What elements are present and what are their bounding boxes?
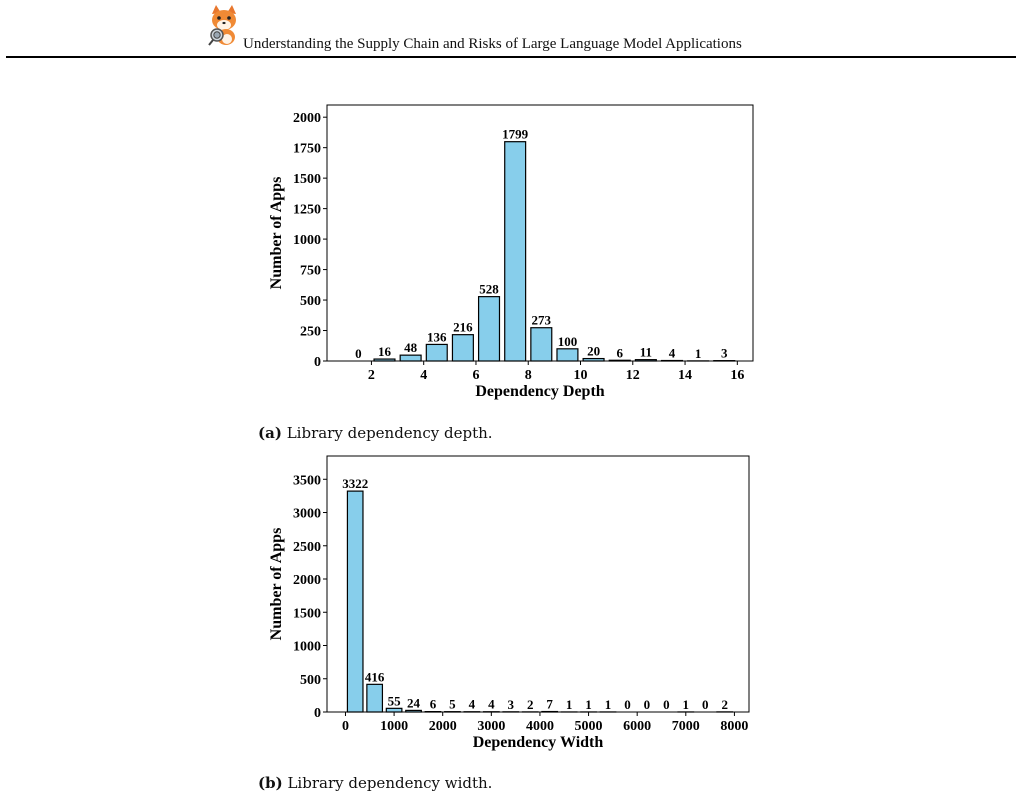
width-data-label: 1	[585, 696, 592, 712]
depth-x-axis-label: Dependency Depth	[475, 383, 605, 400]
depth-y-tick-label: 0	[314, 355, 321, 370]
depth-data-label: 0	[355, 346, 362, 361]
depth-y-tick-label: 750	[300, 263, 321, 279]
depth-y-tick-label: 1000	[293, 233, 321, 249]
depth-bar	[505, 142, 526, 361]
width-y-tick-label: 1500	[293, 606, 321, 622]
width-x-tick-label: 5000	[574, 719, 603, 734]
width-y-tick-label: 0	[314, 706, 321, 721]
depth-y-tick-label: 500	[300, 294, 321, 310]
depth-bar	[400, 355, 421, 361]
depth-bar	[479, 297, 500, 361]
depth-x-tick-label: 10	[573, 368, 588, 383]
depth-data-label: 6	[616, 345, 623, 361]
width-data-label: 7	[546, 696, 553, 712]
width-x-axis-label: Dependency Width	[472, 734, 604, 751]
depth-bar	[531, 328, 552, 361]
width-y-tick-label: 3000	[293, 506, 321, 522]
depth-x-tick-label: 12	[625, 368, 640, 383]
depth-data-label: 216	[453, 319, 473, 335]
depth-y-axis-label: Number of Apps	[268, 176, 285, 290]
depth-data-label: 16	[377, 344, 391, 360]
depth-y-tick-label: 1750	[293, 141, 321, 157]
width-data-label: 6	[429, 696, 437, 712]
depth-data-label: 4	[668, 345, 676, 361]
depth-data-label: 3	[721, 345, 728, 361]
width-data-label: 2	[721, 696, 728, 712]
depth-x-tick-label: 4	[420, 368, 428, 383]
width-plot-frame	[327, 456, 749, 712]
width-y-axis-label: Number of Apps	[268, 527, 285, 641]
width-x-tick-label: 3000	[477, 719, 506, 734]
width-bar	[386, 708, 402, 712]
caption-b-label: (b)	[258, 774, 283, 792]
width-data-label: 24	[407, 695, 421, 711]
width-data-label: 0	[701, 697, 709, 712]
depth-y-tick-label: 1500	[293, 172, 321, 188]
depth-data-label: 528	[479, 281, 499, 297]
width-data-label: 2	[526, 696, 534, 712]
width-data-label: 416	[364, 669, 385, 685]
depth-y-tick-label: 1250	[293, 202, 321, 218]
width-y-tick-label: 3500	[293, 473, 321, 489]
depth-data-label: 100	[557, 333, 578, 349]
depth-x-tick-label: 6	[472, 368, 480, 383]
width-data-label: 0	[663, 697, 670, 712]
depth-data-label: 20	[587, 343, 601, 359]
caption-a-text: Library dependency depth.	[286, 424, 493, 442]
depth-x-tick-label: 8	[524, 368, 532, 383]
width-data-label: 55	[387, 693, 401, 709]
caption-a-label: (a)	[258, 424, 282, 442]
width-data-label: 1	[682, 696, 690, 712]
depth-x-tick-label: 14	[678, 368, 693, 383]
width-bar	[367, 684, 383, 712]
width-data-label: 4	[468, 696, 476, 712]
depth-bar	[557, 349, 578, 361]
depth-data-label: 48	[404, 340, 418, 356]
running-header-title: Understanding the Supply Chain and Risks of Large Language Model Applications	[243, 36, 742, 52]
depth-y-tick-label: 2000	[293, 111, 321, 127]
width-data-label: 5	[449, 696, 456, 712]
depth-x-tick-label: 16	[730, 368, 745, 383]
width-data-label: 0	[624, 697, 631, 712]
width-y-tick-label: 1000	[293, 639, 321, 655]
width-y-tick-label: 2000	[293, 573, 321, 589]
width-x-tick-label: 0	[341, 719, 349, 734]
depth-data-label: 273	[531, 312, 552, 328]
depth-x-tick-label: 2	[367, 368, 375, 383]
depth-y-tick-label: 250	[300, 324, 321, 340]
width-x-tick-label: 2000	[428, 719, 457, 734]
depth-bar	[426, 344, 447, 361]
caption-b	[258, 774, 492, 792]
depth-data-label: 136	[427, 329, 447, 345]
width-data-label: 3	[507, 696, 515, 712]
depth-data-label: 11	[639, 344, 652, 360]
width-bar	[347, 491, 363, 712]
caption-b-text: Library dependency width.	[287, 774, 493, 792]
depth-data-label: 1	[694, 345, 702, 361]
width-x-tick-label: 4000	[525, 719, 554, 734]
width-y-tick-label: 500	[300, 672, 321, 688]
width-x-tick-label: 7000	[671, 719, 700, 734]
chart-dependency-width	[0, 440, 1022, 780]
width-x-tick-label: 1000	[380, 719, 409, 734]
width-data-label: 3322	[342, 476, 369, 492]
width-x-tick-label: 6000	[623, 719, 652, 734]
width-data-label: 0	[643, 697, 651, 712]
width-data-label: 4	[488, 696, 495, 712]
depth-data-label: 1799	[502, 126, 529, 142]
width-data-label: 1	[604, 696, 612, 712]
width-y-tick-label: 2500	[293, 539, 321, 555]
width-x-tick-label: 8000	[720, 719, 749, 734]
width-data-label: 1	[565, 696, 573, 712]
depth-bar	[452, 335, 473, 361]
